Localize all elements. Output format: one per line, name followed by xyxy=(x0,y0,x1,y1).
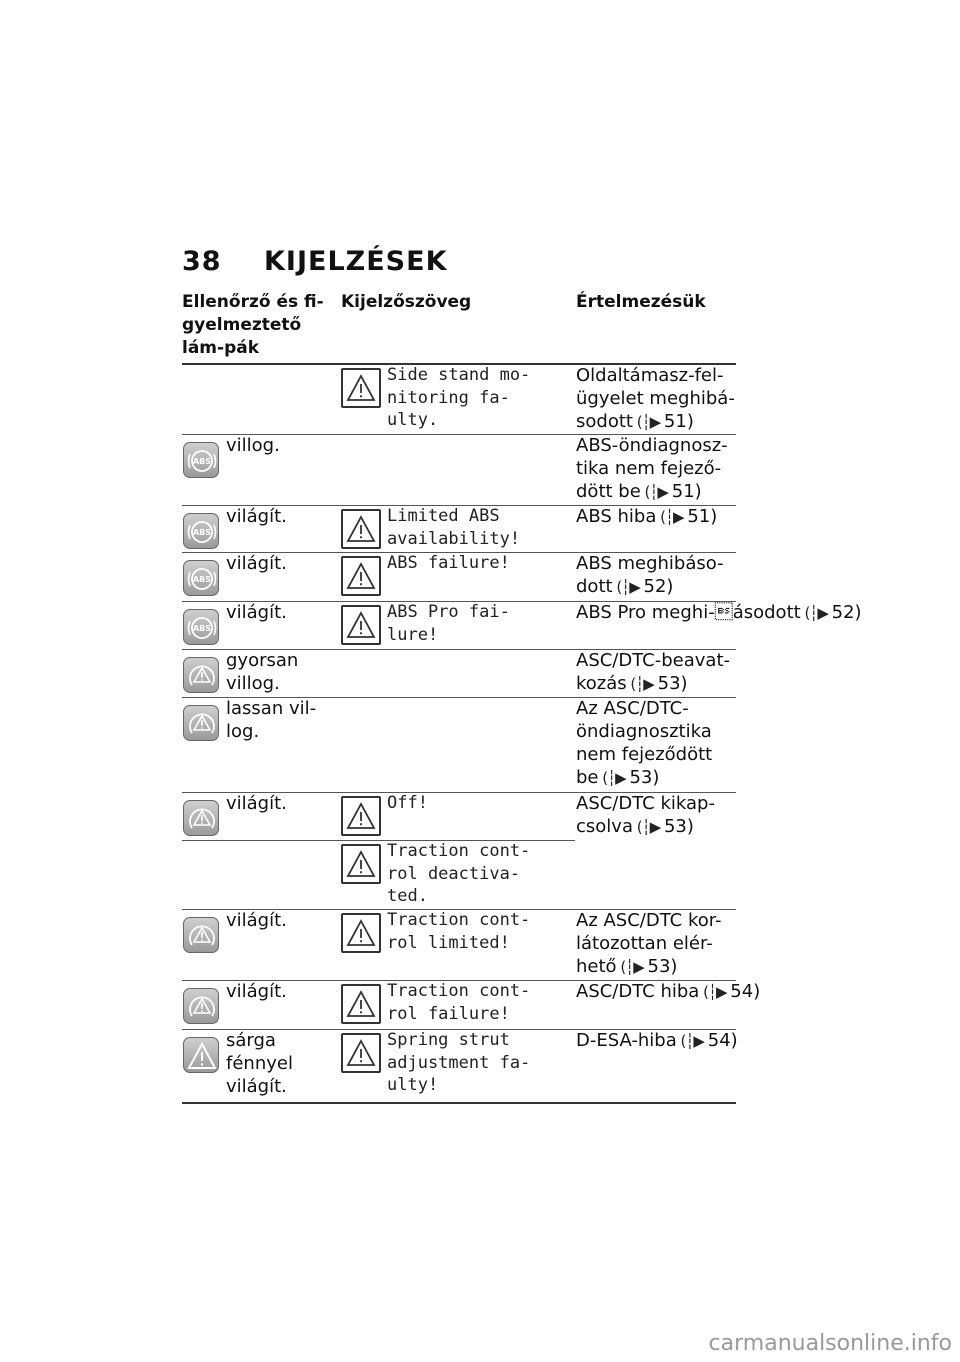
svg-text:ABS: ABS xyxy=(192,528,212,537)
page-reference[interactable] xyxy=(599,767,660,788)
warning-lamp-icon xyxy=(183,1037,219,1073)
display-text: Traction cont- rol failure! xyxy=(387,981,531,1024)
asc-dtc-lamp-icon xyxy=(183,917,219,953)
abs-warning-lamp-icon xyxy=(183,560,219,596)
page-reference[interactable] xyxy=(613,576,674,597)
site-watermark: carmanualsonline.info xyxy=(708,1331,952,1356)
meaning-text: ASC/DTC-beavat- kozás xyxy=(576,650,731,694)
column-header-meaning: Értelmezésük xyxy=(576,292,706,312)
reference-arrow-icon: (┆▶ xyxy=(640,483,672,501)
abs-warning-lamp-icon xyxy=(183,513,219,549)
reference-arrow-icon: (┆▶ xyxy=(626,675,658,693)
lamp-state-text: világít. xyxy=(226,506,287,527)
meaning-text: Az ASC/DTC kor- látozottan elér- hető xyxy=(576,910,722,977)
lamp-state-text: villog. xyxy=(226,435,280,456)
page-reference-number: 53) xyxy=(629,767,660,788)
page-title: KIJELZÉSEK xyxy=(264,246,448,277)
svg-text:ABS: ABS xyxy=(192,575,212,584)
svg-text:ABS: ABS xyxy=(192,457,212,466)
display-text: Off! xyxy=(387,793,428,813)
meaning-cell xyxy=(576,434,728,504)
asc-dtc-lamp-icon xyxy=(183,800,219,836)
page-header xyxy=(182,246,448,277)
display-text: Traction cont- rol deactiva- ted. xyxy=(387,841,531,906)
abs-warning-lamp-icon xyxy=(183,442,219,478)
warning-triangle-icon xyxy=(341,913,381,953)
warning-triangle-icon xyxy=(341,556,381,596)
warning-triangle-icon xyxy=(341,509,381,549)
meaning-cell xyxy=(576,601,862,625)
reference-arrow-icon: (┆▶ xyxy=(616,958,648,976)
lamp-state-text: világít. xyxy=(226,793,287,814)
page-reference-number: 53) xyxy=(647,956,678,977)
page-reference[interactable] xyxy=(677,1030,738,1051)
meaning-text: ASC/DTC kikap- csolva xyxy=(576,793,715,837)
abs-warning-lamp-icon xyxy=(183,609,219,645)
meaning-text: D-ESA-hiba xyxy=(576,1030,677,1051)
meaning-text: ABS hiba xyxy=(576,506,657,527)
page-reference-number: 51) xyxy=(663,411,694,432)
lamp-state-text: világít. xyxy=(226,981,287,1002)
meaning-cell xyxy=(576,1029,738,1053)
asc-dtc-lamp-icon xyxy=(183,657,219,693)
meaning-cell xyxy=(576,792,715,839)
reference-arrow-icon: (┆▶ xyxy=(800,604,832,622)
meaning-cell xyxy=(576,909,722,979)
page-reference[interactable] xyxy=(633,411,694,432)
meaning-text: ABS Pro meghi-ásodott xyxy=(576,602,801,623)
warning-triangle-icon xyxy=(341,1033,381,1073)
table-bottom-rule xyxy=(182,1102,736,1104)
page-reference[interactable] xyxy=(617,956,678,977)
column-header-lamps-text: Ellenőrző és fi-gyelmeztető lám-pák xyxy=(182,292,324,358)
meaning-text: Oldaltámasz-fel- ügyelet meghibá- sodott xyxy=(576,365,735,432)
lamp-state-text: sárga fénnyel világít. xyxy=(226,1030,293,1097)
warning-triangle-icon xyxy=(341,796,381,836)
page-reference-number: 52) xyxy=(643,576,674,597)
meaning-cell xyxy=(576,697,712,790)
display-text: ABS Pro fai- lure! xyxy=(387,602,510,645)
reference-arrow-icon: (┆▶ xyxy=(598,769,630,787)
asc-dtc-lamp-icon xyxy=(183,988,219,1024)
page-reference-number: 54) xyxy=(707,1030,738,1051)
page-reference-number: 51) xyxy=(687,506,718,527)
display-text: ABS failure! xyxy=(387,553,510,573)
meaning-cell xyxy=(576,505,717,529)
page-reference[interactable] xyxy=(699,981,760,1002)
display-text: Side stand mo- nitoring fa- ulty. xyxy=(387,365,531,430)
reference-arrow-icon: (┆▶ xyxy=(699,983,731,1001)
page-reference[interactable] xyxy=(633,816,694,837)
display-text: Traction cont- rol limited! xyxy=(387,910,531,953)
meaning-cell xyxy=(576,649,730,696)
meaning-text: ABS-öndiagnosz- tika nem fejező- dött be xyxy=(576,435,728,502)
page-reference-number: 54) xyxy=(730,981,761,1002)
reference-arrow-icon: (┆▶ xyxy=(632,818,664,836)
reference-arrow-icon: (┆▶ xyxy=(656,508,688,526)
lamp-state-text: világít. xyxy=(226,910,287,931)
meaning-cell xyxy=(576,364,735,434)
asc-dtc-lamp-icon xyxy=(183,705,219,741)
column-header-lamps xyxy=(182,291,332,360)
warning-triangle-icon xyxy=(341,984,381,1024)
column-header-text: Kijelzőszöveg xyxy=(341,292,472,312)
reference-arrow-icon: (┆▶ xyxy=(632,413,664,431)
display-text: Limited ABS availability! xyxy=(387,506,521,549)
page-reference-number: 52) xyxy=(831,602,862,623)
reference-arrow-icon: (┆▶ xyxy=(612,578,644,596)
page-reference-number: 53) xyxy=(663,816,694,837)
page-reference[interactable] xyxy=(641,481,702,502)
meaning-text: ASC/DTC hiba xyxy=(576,981,700,1002)
page-reference-number: 53) xyxy=(657,673,688,694)
page-reference-number: 51) xyxy=(671,481,702,502)
meaning-cell xyxy=(576,552,724,599)
display-text: Spring strut adjustment fa- ulty! xyxy=(387,1030,531,1095)
lamp-state-text: gyorsan villog. xyxy=(226,650,299,694)
lamp-state-text: lassan vil- log. xyxy=(226,698,317,742)
page-number: 38 xyxy=(182,246,222,277)
warning-triangle-icon xyxy=(341,844,381,884)
reference-arrow-icon: (┆▶ xyxy=(676,1032,708,1050)
warning-triangle-icon xyxy=(341,605,381,645)
meaning-cell xyxy=(576,980,760,1004)
warning-triangle-icon xyxy=(341,368,381,408)
lamp-state-text: világít. xyxy=(226,553,287,574)
lamp-state-text: világít. xyxy=(226,602,287,623)
page-reference[interactable] xyxy=(801,602,862,623)
page-reference[interactable] xyxy=(656,506,717,527)
page-reference[interactable] xyxy=(627,673,688,694)
svg-text:ABS: ABS xyxy=(192,624,212,633)
meaning-text: ABS meghibáso- dott xyxy=(576,553,724,597)
meaning-text: Az ASC/DTC- öndiagnosztika nem fejeződött be xyxy=(576,698,713,788)
